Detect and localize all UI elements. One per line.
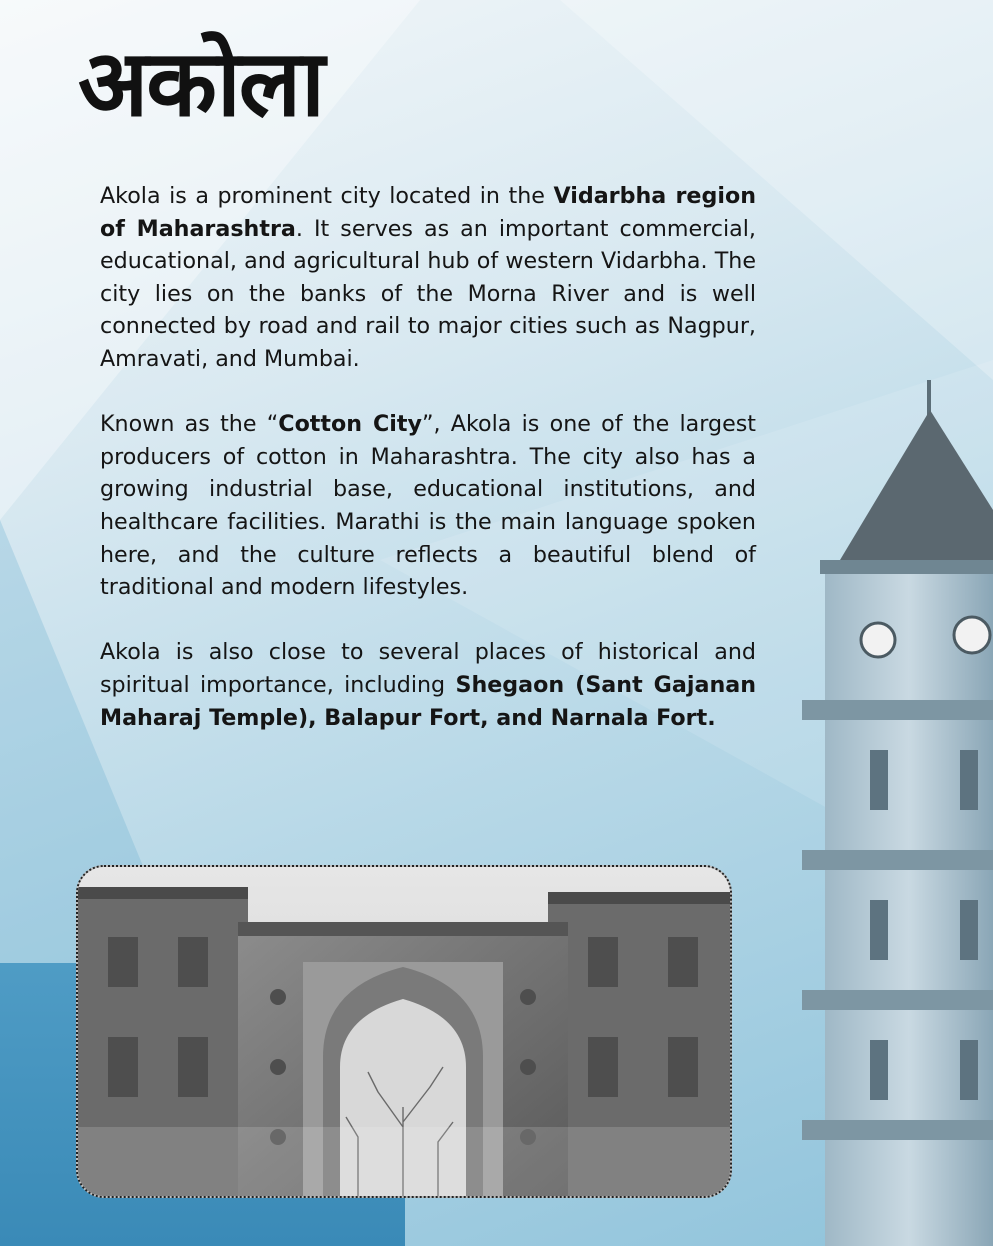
fort-gate-illustration <box>78 867 730 1196</box>
fort-gate-photo <box>76 865 732 1198</box>
paragraph-1 <box>100 180 756 376</box>
paragraph-3-run-2: Shegaon (Sant Gajanan Maharaj Temple), Balapur Fort, and Narnala Fort. <box>100 671 757 731</box>
clock-tower-image <box>780 370 993 1246</box>
body-text <box>100 180 756 767</box>
paragraph-2 <box>100 408 756 604</box>
paragraph-2-run-1: Known as the “ <box>100 411 279 438</box>
paragraph-1-run-1: Akola is a prominent city located in the <box>100 183 554 209</box>
paragraph-2-run-2: Cotton City <box>278 411 422 438</box>
page-title: अकोला <box>78 29 323 137</box>
paragraph-1-run-2: Vidarbha region of Maharashtra <box>100 183 756 242</box>
paragraph-1-run-3: . It serves as an important commercial, educational, and agricultural hub of western Vidarbha. The city lies on the banks of the Morna River and is well connected by road and rail to major cities such as Nagpur, Amravati, and Mumbai. <box>100 215 756 372</box>
paragraph-3 <box>100 636 756 734</box>
paragraph-2-run-3: ”, Akola is one of the largest producers of cotton in Maharashtra. The city also has a growing industrial base, educational institutions, and healthcare facilities. Marathi is the main language spoken here, and the culture reflects a beautiful blend of traditional and modern lifestyles. <box>100 411 757 601</box>
paragraph-3-run-1: Akola is also close to several places of historical and spiritual importance, including <box>100 639 756 698</box>
